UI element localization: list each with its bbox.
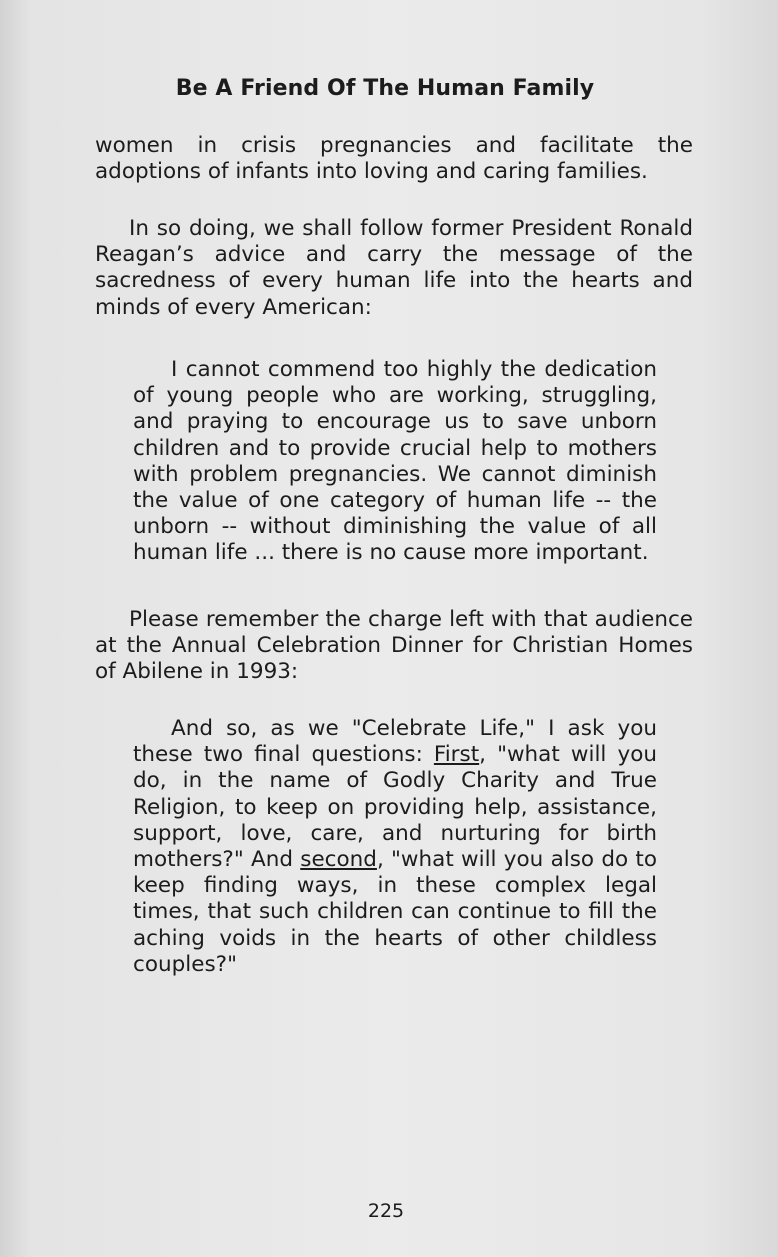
page-number: 225 bbox=[367, 1200, 405, 1222]
paragraph-reagan-intro: In so doing, we shall follow former President Ronald Reagan’s advice and carry the message of the sacredness of every human life into the hearts and minds of every American: bbox=[95, 216, 693, 320]
underlined-second: second bbox=[300, 847, 377, 873]
block-quote-celebrate-life bbox=[133, 716, 657, 978]
quote-text-part-1: And so, as we "Celebrate Life," I ask you these two final questions: bbox=[133, 716, 657, 768]
quote-text-part-3: , "what will you also do to keep finding ways, in these complex legal times, that such children can continue to fill the aching voids in the hearts of other childless couples?" bbox=[133, 847, 657, 977]
underlined-first: First bbox=[433, 742, 480, 768]
block-quote-reagan: I cannot commend too highly the dedication of young people who are working, struggling, and praying to encourage us to save unborn children and to provide crucial help to mothers with problem pregnancies. We cannot diminish the value of one category of human life -- the unborn -- without diminishing the value of all human life ... there is no cause more important. bbox=[133, 357, 657, 566]
paragraph-continued: women in crisis pregnancies and facilitate the adoptions of infants into loving and caring families. bbox=[95, 133, 693, 185]
quote-text-part-2: , "what will you do, in the name of Godly Charity and True Religion, to keep on providing help, assistance, support, love, care, and nurturing for birth mothers?" And bbox=[133, 742, 657, 873]
page-title: Be A Friend Of The Human Family bbox=[175, 76, 595, 101]
paragraph-charge-intro: Please remember the charge left with that audience at the Annual Celebration Dinner for Christian Homes of Abilene in 1993: bbox=[95, 607, 693, 685]
